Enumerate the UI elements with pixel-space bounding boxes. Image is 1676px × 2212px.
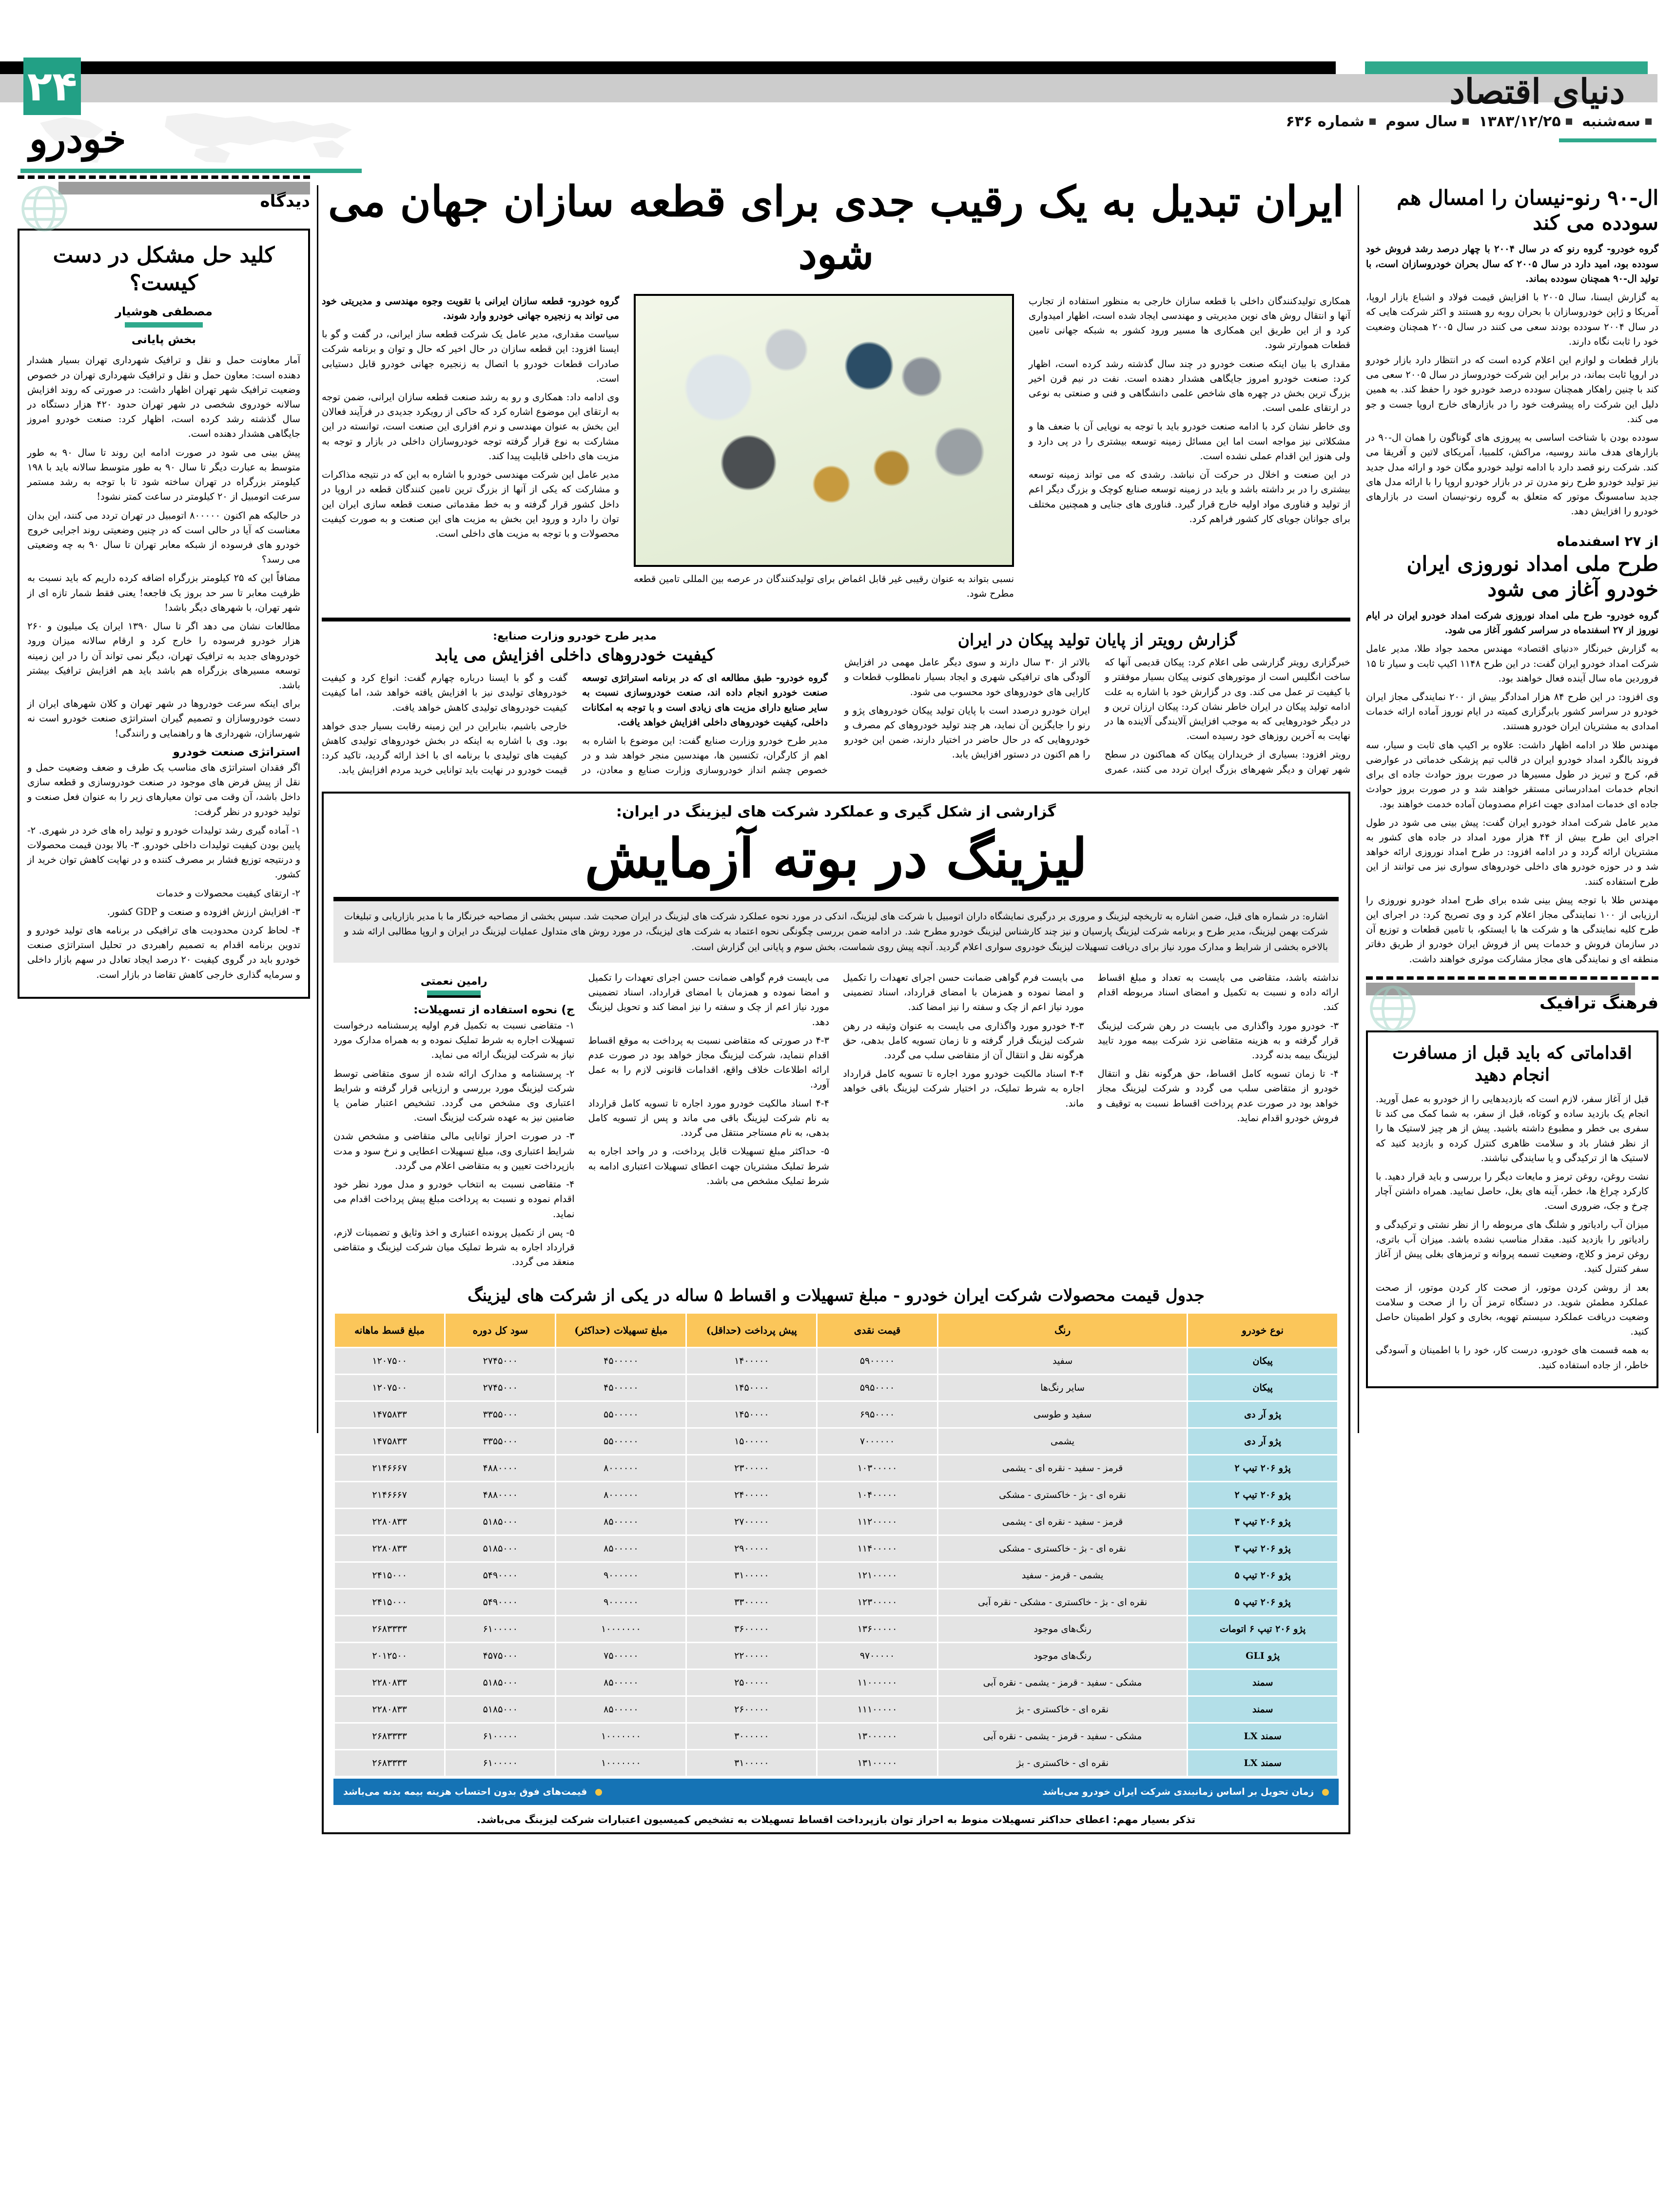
cell-value: ۵۱۸۵۰۰۰ bbox=[446, 1509, 555, 1534]
cell-value: ۴۸۸۰۰۰۰ bbox=[446, 1482, 555, 1508]
price-table-body bbox=[335, 1348, 1337, 1776]
cell-value: ۲۴۰۰۰۰۰ bbox=[687, 1482, 816, 1508]
table-row bbox=[335, 1348, 1337, 1374]
table-row bbox=[335, 1697, 1337, 1722]
top-rule-black bbox=[0, 61, 1336, 74]
viewpoint-author: مصطفی هوشیار bbox=[115, 305, 213, 319]
cell-value: ۶۱۰۰۰۰۰ bbox=[446, 1724, 555, 1749]
paragraph: ۴-۳ در صورتی که متقاضی نسبت به پرداخت به موقع اقساط اقدام ننماید، شرکت لیزینگ مجاز خواهد بود در صورت عدم ارائه اطلاعات خلاف واقع، اقدامات قانونی لازم را به عمل آورد. bbox=[588, 1034, 829, 1090]
leasing-author-rule bbox=[427, 990, 481, 998]
cell-value: ۱۱۱۰۰۰۰۰ bbox=[818, 1697, 937, 1722]
cell-value: ۲۱۴۶۶۶۷ bbox=[335, 1455, 444, 1481]
cell-value: ۴۸۸۰۰۰۰ bbox=[446, 1455, 555, 1481]
cell-value: ۱۳۶۰۰۰۰۰ bbox=[818, 1616, 937, 1642]
paragraph: ۴- متقاضی نسبت به انتخاب خودرو و مدل مورد نظر خود اقدام نموده و نسبت به پرداخت مبلغ پیش پرداخت اقدام می نماید. bbox=[333, 1179, 575, 1220]
paragraph: مدیر عامل این شرکت مهندسی خودرو با اشاره به این که در نتیجه مذاکرات و مشارکت که یکی از آنها از بزرگ ترین تامین کنندگان قطعه در اروپا در داخل کشور قرار گرفته و به خط مقدماتی صنعت قطعه سازی ایران این توان را دارد و ورود این بخش به مزیت های این صنعت و به صورت کیفیت محصولات و با توجه به مزیت های داخلی است. bbox=[322, 469, 619, 539]
paragraph: سیاست مقداری، مدیر عامل یک شرکت قطعه ساز ایرانی، در گفت و گو با ایسنا افزود: این قطعه سازان در حال اخیر که حال و توان و برنامه شرکت صادرات قطعات خودرو با اتصال به زنجیره جهانی خودرو قابل دستیابی است. bbox=[322, 329, 619, 384]
cell-model: پژو آر دی bbox=[1188, 1429, 1337, 1454]
cell-value: نقره ای - بژ - خاکستری - مشکی bbox=[938, 1536, 1187, 1561]
cell-value: ۵۵۰۰۰۰۰ bbox=[556, 1429, 685, 1454]
cell-value: ۲۷۴۵۰۰۰ bbox=[446, 1375, 555, 1400]
cell-value: ۲۲۸۰۸۳۳ bbox=[335, 1509, 444, 1534]
cell-value: ۱۴۰۰۰۰۰ bbox=[687, 1348, 816, 1374]
main-headline: ایران تبدیل به یک رقیب جدی برای قطعه سازان جهان می شود bbox=[328, 177, 1345, 279]
col-header-color: رنگ bbox=[938, 1314, 1187, 1347]
cell-value: ۵۱۸۵۰۰۰ bbox=[446, 1670, 555, 1695]
cell-model: سمند LX bbox=[1188, 1724, 1337, 1749]
cell-value: ۲۶۸۳۳۳۳ bbox=[335, 1724, 444, 1749]
leasing-col-a bbox=[1098, 970, 1339, 1129]
table-row bbox=[335, 1670, 1337, 1695]
table-row bbox=[335, 1750, 1337, 1776]
paragraph: ۴- تا زمان تسویه کامل اقساط، حق هرگونه نقل و انتقال خودرو از متقاضی سلب می گردد و شرکت لیزینگ مجاز خواهد بود در صورت عدم پرداخت اقساط نسبت به توقیف و فروش خودرو اقدام نماید. bbox=[1097, 1068, 1339, 1124]
cell-value: ۲۵۰۰۰۰۰ bbox=[687, 1670, 816, 1695]
paragraph: ایران خودرو درصدد است با پایان تولید پیکان خودروهای پژو و رنو را جایگزین آن نماید، هر چند تولید خودروهای کم مصرف و خودروهایی که در حال حاضر در اختیار دارند، ضمن این خودرو را هم اکنون در دستور افزایش یابد. bbox=[844, 704, 1090, 760]
renault-article bbox=[1366, 185, 1658, 519]
dateline-weekday: سه‌شنبه bbox=[1582, 113, 1640, 130]
cell-value: نقره ای - بژ - خاکستری - مشکی bbox=[938, 1482, 1187, 1508]
cell-model: سمند bbox=[1188, 1697, 1337, 1722]
bullet-dot-icon bbox=[1322, 1789, 1329, 1796]
cell-value: ۲۴۱۵۰۰۰ bbox=[335, 1590, 444, 1615]
cell-value: ۱۳۱۰۰۰۰۰ bbox=[818, 1750, 937, 1776]
cell-value: ۸۵۰۰۰۰۰ bbox=[556, 1697, 685, 1722]
paragraph: گروه خودرو- طرح ملی امداد نوروزی شرکت امداد خودرو ایران در ایام نوروز از ۲۷ اسفندماه در سراسر کشور آغاز می شود. bbox=[1366, 609, 1658, 636]
paragraph: مدیر عامل شرکت امداد خودرو ایران گفت: پیش بینی می شود در طول اجرای این طرح بیش از ۴۴ هزار مورد امداد در جاده های کشور به مشتریان ارائه گردد و در ادامه افزود: در طرح امداد نوروزی ارائه خواهد شد و در حوزه خودرو های داخلی خودروهای سواری نیز می توانند از این طرح استفاده کنند. bbox=[1366, 816, 1658, 887]
note-left-wrap bbox=[1042, 1786, 1329, 1797]
cell-model: پژو ۲۰۶ تیپ ۵ bbox=[1188, 1563, 1337, 1588]
paragraph: ۱- آماده گیری رشد تولیدات خودرو و تولید راه های خرد در شهری. ۲- پایین بودن کیفیت تولیدات داخلی خودرو. ۳- بالا بودن قیمت محصولات و درنتیجه توزیع فشار بر مصرف کننده و در نهایت کاهش توان خرید از کشور. bbox=[27, 824, 300, 880]
paragraph: ۴-۴ اسناد مالکیت خودرو مورد اجاره تا تسویه کامل قرارداد به نام شرکت لیزینگ باقی می ماند و پس از تسویه کامل بدهی، به نام مستاجر منتقل می گردد. bbox=[588, 1097, 829, 1139]
table-row bbox=[335, 1563, 1337, 1588]
paragraph: مهندس طلا در ادامه اظهار داشت: علاوه بر اکیپ های ثابت و سیار، سه فروند بالگرد امداد خودرو ایران در قالب تیم پزشکی خدماتی در عوارضی قم، کرج و تبریز در طول مسیرها در صورت بروز حوادث جاده ای برای انجام خدمات امدادرسانی مستقر خواهند شد و در صورت بروز حوادث جاده ای خدمات امدادی جهت اعزام مصدومان آماده خدمت خواهند بود. bbox=[1366, 739, 1658, 810]
paragraph: مقداری با بیان اینکه صنعت خودرو در چند سال گذشته رشد کرده است، اظهار کرد: صنعت خودرو امروز جایگاهی هشدار دهنده است. نفت در نیم قرن اخیر بزرگ ترین بخش در چهره های شاخص علمی دانشگاهی و فنی و صنعتی به نوعی در ارتقای علمی است. bbox=[1029, 358, 1350, 414]
main-story-area bbox=[322, 175, 1350, 1834]
paragraph: ۵- حداکثر مبلغ تسهیلات قابل پرداخت، و در واحد اجاره به شرط تملیک مشتریان جهت اعطای تسهیلات اعتباری ادامه به شرط تملیک مشخص می باشد. bbox=[588, 1145, 829, 1186]
viewpoint-title: کلید حل مشکل در دست کیست؟ bbox=[53, 243, 275, 296]
cell-value: ۱۵۰۰۰۰۰ bbox=[687, 1429, 816, 1454]
cell-value: سفید bbox=[938, 1348, 1187, 1374]
cell-value: ۵۴۹۰۰۰۰ bbox=[446, 1563, 555, 1588]
column-divider-left bbox=[317, 185, 318, 1433]
cell-value: ۸۵۰۰۰۰۰ bbox=[556, 1670, 685, 1695]
paragraph: ۳- خودرو مورد واگذاری می بایست در رهن شرکت لیزینگ قرار گرفته و به هزینه متقاضی نزد شرکت بیمه مورد تایید لیزینگ بیمه بدنه گردد. bbox=[1097, 1020, 1339, 1061]
cell-value: ۲۱۴۶۶۶۷ bbox=[335, 1482, 444, 1508]
quality-article-title: کیفیت خودروهای داخلی افزایش می یابد bbox=[435, 645, 715, 665]
paragraph: ۲- پرسشنامه و مدارک ارائه شده از سوی متقاضی توسط شرکت لیزینگ مورد بررسی و ارزیابی قرار گرفته و شرایط اعتباری وی مشخص می گردد. تشخیص اعتبار ضامن یا ضامنین نیز به عهده شرکت لیزینگ است. bbox=[333, 1067, 575, 1124]
paragraph: ۴-۴ اسناد مالکیت خودرو مورد اجاره تا تسویه کامل قرارداد اجاره به شرط تملیک، در اختیار شرکت لیزینگ باقی خواهد ماند. bbox=[843, 1068, 1084, 1109]
table-row bbox=[335, 1590, 1337, 1615]
cell-model: پژو ۲۰۶ تیپ ۲ bbox=[1188, 1482, 1337, 1508]
cell-value: ۶۱۰۰۰۰۰ bbox=[446, 1750, 555, 1776]
paragraph: نشت روغن، روغن ترمز و مایعات دیگر را بررسی و باید قرار دهید. با کارکرد چراغ ها، خطر، آینه های بغل، حاصل نمایید. همراه داشتن آچار چرخ و جک، ضروری است. bbox=[1376, 1171, 1649, 1212]
main-left-text bbox=[1029, 294, 1350, 530]
price-table bbox=[333, 1312, 1339, 1777]
cell-value: ۵۱۸۵۰۰۰ bbox=[446, 1536, 555, 1561]
note-right-wrap bbox=[343, 1786, 602, 1797]
table-header-row bbox=[335, 1314, 1337, 1347]
paragraph: به همه قسمت های خودرو، درست کار، خود را با اطمینان و آسودگی خاطر، از جاده استفاده کنید. bbox=[1376, 1344, 1649, 1371]
table-row bbox=[335, 1536, 1337, 1561]
paragraph: پیش بینی می شود در صورت ادامه این روند تا سال ۹۰ به طور متوسط به عبارت دیگر تا سال ۹۰ به طور متوسط سالانه باید با ۱۹۸ کیلومتر بزرگراه در تهران ساخته شود تا با توجه به رشد مستمر سرعت اتومبیل از ۲۰ کیلومتر در ساعت کمتر نشود! bbox=[27, 446, 301, 503]
paragraph: وی ادامه داد: همکاری و رو به رشد صنعت قطعه سازان ایرانی، ضمن توجه به ارتقای این موضوع اشاره کرد که حاکی از رویکرد جدیدی در فرآیند فعالان این بخش به عنوان مهندسی و نرم افزاری این صنعت است، توانسته در این مشارکت به نوع قرار گرفته توجه خودروسازان داخلی در بازار و توجه به مزیت های داخلی قابلیت پیدا کند. bbox=[322, 391, 619, 462]
dateline-rule bbox=[1559, 138, 1657, 142]
price-table-notes bbox=[333, 1779, 1339, 1805]
paragraph: مدیر طرح خودرو وزارت صنایع گفت: این موضوع با اشاره به اهم از کارگران، تکنسین ها، مهندسین منجر خواهد شد و در خصوص چشم انداز خودروسازی وزارت صنایع و معادن، در گفت و گو با ایسنا درباره چهارم گفت: انواع کرد و کیفیت خودروهای تولیدی نیز با افزایش یافته خواهد شد، اما کیفیت کیفیت خودروهای تولیدی کاهش خواهد یافت. bbox=[322, 672, 828, 776]
cell-value: ۲۲۰۰۰۰۰ bbox=[687, 1643, 816, 1669]
cell-value: ۹۷۰۰۰۰۰ bbox=[818, 1643, 937, 1669]
paragraph: به گزارش خبرنگار «دنیای اقتصاد» مهندس محمد جواد طلا، مدیر عامل شرکت امداد خودرو ایران گفت: در این طرح ۱۱۴۸ اکیپ ثابت و سیار تا ۱۵ فروردین ماه سال آینده فعال خواهند بود. bbox=[1366, 643, 1658, 684]
paragraph: ۴- لحاظ کردن محدودیت های ترافیکی در برنامه های تولید خودرو و تدوین برنامه اقدام به تصمیم راهبردی در تحلیل استراتژی صنعت خودرو باید در گروی کیفیت ۲۰ درصد ایجاد تعادل در سهم بازار داخلی و سرمایه گذاری خارجی کاهش تقاضا در بازار است. bbox=[27, 925, 300, 980]
traffic-divider bbox=[1366, 976, 1658, 980]
table-row bbox=[335, 1724, 1337, 1749]
cell-value: رنگ‌های موجود bbox=[938, 1616, 1187, 1642]
paragraph: ۳- در صورت احراز توانایی مالی متقاضی و مشخص شدن شرایط اعتباری وی، مبلغ تسهیلات اعطایی و نرخ سود و مدت بازپرداخت تعیین و به متقاضی اعلام می گردد. bbox=[333, 1130, 575, 1171]
cell-model: پژو ۲۰۶ تیپ ۳ bbox=[1188, 1509, 1337, 1534]
globe-icon bbox=[1366, 982, 1420, 1035]
table-row bbox=[335, 1643, 1337, 1669]
cell-value: ۸۵۰۰۰۰۰ bbox=[556, 1536, 685, 1561]
nowruz-aid-article bbox=[1366, 533, 1658, 967]
cell-model: پیکان bbox=[1188, 1348, 1337, 1374]
leasing-feature bbox=[322, 792, 1350, 1835]
cell-value: ۱۰۴۰۰۰۰۰ bbox=[818, 1482, 937, 1508]
cell-value: ۲۶۸۳۳۳۳ bbox=[335, 1750, 444, 1776]
cell-value: ۳۱۰۰۰۰۰ bbox=[687, 1563, 816, 1588]
cell-value: ۴۵۷۵۰۰۰ bbox=[446, 1643, 555, 1669]
cell-value: ۳۶۰۰۰۰۰ bbox=[687, 1616, 816, 1642]
cell-value: ۱۱۴۰۰۰۰۰ bbox=[818, 1536, 937, 1561]
cell-value: یشمی - قرمز - سفید bbox=[938, 1563, 1187, 1588]
cell-value: ۱۱۲۰۰۰۰۰ bbox=[818, 1509, 937, 1534]
cell-model: سمند bbox=[1188, 1670, 1337, 1695]
page-number: ۲۴ bbox=[27, 62, 78, 110]
paragraph: ۲- ارتقای کیفیت محصولات و خدمات bbox=[156, 887, 300, 899]
table-row bbox=[335, 1455, 1337, 1481]
paragraph: میزان آب رادیاتور و شلنگ های مربوطه را از نظر نشتی و ترکیدگی و رادیاتور را بازدید کنید. مقدار مناسب نشده باشد. میزان آب باتری، روغن ترمز و کلاچ، وضعیت تسمه پروانه و ترمزهای بغلی پیش از آغاز سفر کنترل کنید. bbox=[1376, 1219, 1649, 1275]
paragraph: ۱- متقاضی نسبت به تکمیل فرم اولیه پرسشنامه درخواست تسهیلات اجاره به شرط تملیک نموده و به همراه مدارک مورد نیاز به شرکت لیزینگ ارائه می نماید. bbox=[333, 1019, 575, 1061]
cell-value: ۶۱۰۰۰۰۰ bbox=[446, 1616, 555, 1642]
cell-value: ۳۳۰۰۰۰۰ bbox=[687, 1590, 816, 1615]
viewpoint-article bbox=[18, 229, 310, 999]
table-row bbox=[335, 1402, 1337, 1427]
right-column bbox=[1366, 185, 1658, 1388]
cell-value: ۹۰۰۰۰۰۰ bbox=[556, 1563, 685, 1588]
page-number-badge bbox=[23, 58, 81, 115]
cell-value: ۴۵۰۰۰۰۰ bbox=[556, 1375, 685, 1400]
cell-value: ۳۱۰۰۰۰۰ bbox=[687, 1750, 816, 1776]
cell-value: ۱۴۵۰۰۰۰ bbox=[687, 1375, 816, 1400]
paragraph: مضافاً این که ۲۵ کیلومتر بزرگراه اضافه کرده داریم که باید نسبت به ظرفیت معابر تا سر حد بروز یک فاجعه! یعنی فقط شمار تازه ای از شهر تهران، با شهرهای دیگر باشد! bbox=[27, 572, 300, 613]
cell-value: ۱۰۰۰۰۰۰۰ bbox=[556, 1750, 685, 1776]
cell-value: ۱۰۰۰۰۰۰۰ bbox=[556, 1724, 685, 1749]
cell-value: ۳۳۵۵۰۰۰ bbox=[446, 1429, 555, 1454]
section-header bbox=[20, 108, 371, 167]
quality-article bbox=[322, 630, 828, 780]
globe-icon bbox=[18, 182, 71, 235]
dateline bbox=[1286, 113, 1657, 130]
cell-value: یشمی bbox=[938, 1429, 1187, 1454]
cell-value: ۵۱۸۵۰۰۰ bbox=[446, 1697, 555, 1722]
cell-model: پژو آر دی bbox=[1188, 1402, 1337, 1427]
paragraph: نداشته باشد، متقاضی می بایست به تعداد و مبلغ اقساط ارائه داده و نسبت به تکمیل و امضای اسناد مربوطه اقدام کند. bbox=[1097, 971, 1339, 1013]
cell-value: رنگ‌های موجود bbox=[938, 1643, 1187, 1669]
traffic-culture-article bbox=[1366, 1030, 1658, 1388]
col-header-model: نوع خودرو bbox=[1188, 1314, 1337, 1347]
cell-value: ۲۹۰۰۰۰۰ bbox=[687, 1536, 816, 1561]
cell-value: ۱۴۵۰۰۰۰ bbox=[687, 1402, 816, 1427]
col-header-profit: سود کل دوره bbox=[446, 1314, 555, 1347]
cell-value: ۳۳۵۵۰۰۰ bbox=[446, 1402, 555, 1427]
paragraph: خبرگزاری رویتر گزارشی طی اعلام کرد: پیکان قدیمی آنها که ساخت انگلیس است از موتورهای کنونی پیکان بسیار موفقتر و با کیفیت تر عمل می کند. وی در گزارش خود با اشاره به علت ادامه تولید پیکان در ایران خاطر نشان کرد: پیکان ارزان ترین و در دیگر خودروهایی که به موجب افزایش آلایندگی آلاینده ها در نهایت به آخرین روزهای خود رسیده است. bbox=[1105, 657, 1350, 742]
cell-value: ۲۴۱۵۰۰۰ bbox=[335, 1563, 444, 1588]
price-table-title: جدول قیمت محصولات شرکت ایران خودرو - مبلغ تسهیلات و اقساط ۵ ساله در یکی از شرکت های لیزینگ bbox=[468, 1286, 1205, 1306]
paragraph: مهندس طلا با توجه پیش بینی شده برای طرح امداد خودرو نوروزی را ارزیابی از ۱۰۰ نمایندگی مجاز اعلام کرد و وی تصریح کرد: در اجرای این طرح کلیه نمایندگی ها و شرکت ها با ایستکو، با تامین قطعات و توزیع آن در سازمان فروش و خدمات پس از فروش ایران خودرو از طریق دفاتر منطقه ای و نمایندگی های مجاز مشارکت موثری خواهند داشت. bbox=[1366, 894, 1658, 965]
main-right-text bbox=[322, 294, 619, 545]
paper-logo: دنیای اقتصاد bbox=[1449, 71, 1625, 112]
table-note-left: زمان تحویل بر اساس زمانبندی شرکت ایران خودرو می‌باشد bbox=[1042, 1786, 1314, 1798]
leasing-title: لیزینگ در بوته آزمایش bbox=[585, 826, 1088, 890]
cell-value: ۱۲۰۷۵۰۰ bbox=[335, 1375, 444, 1400]
paragraph: رویتر افزود: بسیاری از خریداران پیکان که هماکنون در سطح شهر تهران و دیگر شهرهای بزرگ ایران تردد می کنند، عمری بالاتر از ۳۰ سال دارند و سوی دیگر عامل مهمی در افزایش آلودگی های ترافیکی شهری و ایجاد بسیار نامطلوب قطعات و کارایی های خودروهای خود محسوب می شود. bbox=[844, 657, 1350, 775]
paragraph: وی افزود: در این طرح ۸۴ هزار امدادگر بیش از ۲۰۰ نمایندگی مجاز ایران خودرو در سراسر کشور بابرگزاری کمیته در ایام نوروز آماده ارائه خدمات امدادی به مشتریان ایران خودرو هستند. bbox=[1366, 691, 1659, 732]
nowruz-article-kicker: از ۲۷ اسفندماه bbox=[1557, 533, 1658, 550]
leasing-abstract: اشاره: در شماره های قبل، ضمن اشاره به تاریخچه لیزینگ و مروری بر درگیری نمایشگاه داران اتومبیل با شرکت های لیزینگ، اندکی در مورد نحوه عملکرد شرکت های لیزینگ در ایران صحبت شد. سپس بخشی از مصاحبه خبرنگار ما با مدیر بازاریابی و تبلیغات شرکت بهمن لیزینگ، مدیر طرح و برنامه شرکت لیزینگ پارسیان و نیز چند کارشناس لیزینگ خودرو مطرح شد. در ادامه ضمن بررسی چگونگی نحوه اعتماد به شرکت های لیزینگ، در مورد روش های متداول عملیات لیزینگ در ایران و اروپا مطالبی ارائه شد و بالاخره بخشی از شرایط و مدارک مورد نیاز برای دریافت تسهیلات لیزینگ خودروی سواری اعلام گردید. آنچه پیش روی شماست، بخش سوم و پایانی این گزارش است. bbox=[333, 897, 1339, 963]
table-row bbox=[335, 1616, 1337, 1642]
traffic-section-label: فرهنگ ترافیک bbox=[1539, 993, 1658, 1013]
cell-value: ۱۱۰۰۰۰۰۰ bbox=[818, 1670, 937, 1695]
leasing-col-c bbox=[333, 970, 575, 1274]
cell-value: نقره ای - خاکستری - بژ bbox=[938, 1697, 1187, 1722]
cell-value: ۱۰۰۰۰۰۰۰ bbox=[556, 1616, 685, 1642]
col-header-monthly: مبلغ قسط ماهانه bbox=[335, 1314, 444, 1347]
bullet-dot-icon bbox=[595, 1789, 602, 1796]
cell-value: ۱۲۰۷۵۰۰ bbox=[335, 1348, 444, 1374]
cell-model: پژو ۲۰۶ تیپ ۲ bbox=[1188, 1455, 1337, 1481]
cell-value: ۶۹۵۰۰۰۰ bbox=[818, 1402, 937, 1427]
paragraph: برای اینکه سرعت خودروها در شهر تهران و کلان شهرهای ایران از دست خودروسازان و تصمیم گیران استراتژی صنعت خودرو است نه شهرسازان، شهرداری ها و راهنمایی و رانندگی! bbox=[27, 698, 300, 739]
viewpoint-subhead: استراتژی صنعت خودرو bbox=[173, 745, 300, 758]
cell-model: سمند LX bbox=[1188, 1750, 1337, 1776]
col-header-cash: قیمت نقدی bbox=[818, 1314, 937, 1347]
cell-model: پژو GLI bbox=[1188, 1643, 1337, 1669]
traffic-article-title: اقداماتی که باید قبل از مسافرت انجام دهید bbox=[1392, 1042, 1632, 1085]
cell-value: ۲۳۰۰۰۰۰ bbox=[687, 1455, 816, 1481]
quality-article-kicker: مدیر طرح خودرو وزارت صنایع: bbox=[493, 630, 657, 643]
col-header-facility: مبلغ تسهیلات (حداکثر) bbox=[556, 1314, 685, 1347]
cell-value: سفید و طوسی bbox=[938, 1402, 1187, 1427]
cell-value: ۵۹۰۰۰۰۰ bbox=[818, 1348, 937, 1374]
table-row bbox=[335, 1375, 1337, 1400]
table-note-right: قیمت‌های فوق بدون احتساب هزینه بیمه بدنه می‌باشد bbox=[343, 1786, 587, 1798]
reuters-peykan-article bbox=[844, 630, 1350, 777]
auto-parts-photo bbox=[634, 294, 1014, 567]
paragraph: بعد از روشن کردن موتور، از صحت کار کردن موتور، از صحت عملکرد مطمئن شوید. در دستگاه ترمز آن را از صحت و سلامت وضعیت دریافت عملکرد سیستم تهویه، بخاری و کولر اطمینان حاصل کنید. bbox=[1376, 1281, 1649, 1338]
cell-value: مشکی - سفید - قرمز - یشمی - نقره آبی bbox=[938, 1724, 1187, 1749]
paragraph: قبل از آغاز سفر، لازم است که بازدیدهایی را از خودرو به عمل آورید. انجام یک بازدید ساده و کوتاه، قبل از سفر، به شما کمک می کند تا سفری بی خطر و مطبوع داشته باشید. پیش از هر چیز لاستیک ها را از نظر فشار باد و سلامت ظاهری کنترل کرده و بازدید کنید که لاستیک ها از ترکیدگی و یا سایندگی نباشند. bbox=[1376, 1093, 1649, 1164]
paragraph: ۴-۳ خودرو مورد واگذاری می بایست به عنوان وثیقه در رهن شرکت لیزینگ قرار گرفته و تا زمان تسویه کامل بدهی، حق هرگونه نقل و انتقال آن از متقاضی سلب می گردد. bbox=[843, 1020, 1084, 1061]
cell-value: ۲۲۸۰۸۳۳ bbox=[335, 1536, 444, 1561]
cell-value: ۳۰۰۰۰۰۰ bbox=[687, 1724, 816, 1749]
dateline-issue: شماره ۶۳۶ bbox=[1286, 113, 1364, 130]
leasing-author: رامین نعمتی bbox=[420, 975, 487, 988]
paragraph: به گزارش ایسنا، سال ۲۰۰۵ با افزایش قیمت فولاد و اشباع بازار اروپا، آمریکا و ژاپن خودروسازان با بحران روبه رو هستند و اکثر شرکت هایی که در سال ۲۰۰۴ سودده بودند سعی می کنند در سال ۲۰۰۵ همچنان وضعیت خود را ثابت نگاه دارند. bbox=[1366, 291, 1659, 347]
paragraph: می بایست فرم گواهی ضمانت حسن اجرای تعهدات را تکمیل و امضا نموده و همزمان با امضای قرارداد، اسناد تضمینی مورد نیاز اعم از چک و سفته را نیز امضا کند و تحویل لیزینگ دهد. bbox=[588, 971, 829, 1028]
table-row bbox=[335, 1429, 1337, 1454]
cell-value: ۵۹۵۰۰۰۰ bbox=[818, 1375, 937, 1400]
viewpoint-column bbox=[18, 175, 310, 999]
col-header-prepay: پیش پرداخت (حداقل) bbox=[687, 1314, 816, 1347]
paragraph: گروه خودرو- طبق مطالعه ای که در برنامه استراتژی توسعه صنعت خودرو انجام داده اند، صنعت خودروسازی نسبت به سایر صنایع دارای مزیت های زیادی است و با توجه به امکانات داخلی، کیفیت خودروهای داخلی افزایش خواهد یافت. bbox=[582, 672, 828, 728]
masthead-grey-band bbox=[0, 74, 1657, 102]
paragraph: ۵- پس از تکمیل پرونده اعتباری و اخذ وثایق و تضمینات لازم، قرارداد اجاره به شرط تملیک میان شرکت لیزینگ و متقاضی منعقد می گردد. bbox=[333, 1226, 575, 1268]
cell-value: ۱۴۷۵۸۳۳ bbox=[335, 1429, 444, 1454]
cell-value: ۵۴۹۰۰۰۰ bbox=[446, 1590, 555, 1615]
renault-article-title: ال-۹۰ رنو-نیسان را امسال هم سودده می کند bbox=[1397, 186, 1658, 235]
paragraph: گروه خودرو- قطعه سازان ایرانی با تقویت وجوه مهندسی و مدیریتی خود می تواند به زنجیره جهانی خودرو وارد شوند. bbox=[322, 295, 619, 321]
cell-value: ۲۶۸۳۳۳۳ bbox=[335, 1616, 444, 1642]
cell-value: ۵۵۰۰۰۰۰ bbox=[556, 1402, 685, 1427]
cell-value: ۱۲۱۰۰۰۰۰ bbox=[818, 1563, 937, 1588]
dateline-year: سال سوم bbox=[1385, 113, 1458, 130]
paragraph: می بایست فرم گواهی ضمانت حسن اجرای تعهدات را تکمیل و امضا نموده و همزمان با امضای قرارداد، اسناد تضمینی مورد نیاز اعم از چک و سفته را نیز امضا کند. bbox=[843, 971, 1084, 1013]
photo-caption: نسبی بتواند به عنوان رقیبی غیر قابل اغماض برای تولیدکنندگان در عرصه بین المللی تامین قطعه مطرح شود. bbox=[634, 573, 1014, 599]
cell-value: مشکی - سفید - قرمز - یشمی - نقره آبی bbox=[938, 1670, 1187, 1695]
leasing-kicker: گزارشی از شکل گیری و عملکرد شرکت های لیزینگ در ایران: bbox=[616, 803, 1056, 820]
section-title: خودرو bbox=[29, 117, 126, 161]
table-row bbox=[335, 1482, 1337, 1508]
leasing-col-b bbox=[843, 970, 1084, 1115]
cell-value: قرمز - سفید - نقره ای - یشمی bbox=[938, 1455, 1187, 1481]
dateline-date: ۱۳۸۳/۱۲/۲۵ bbox=[1479, 113, 1561, 130]
cell-value: ۱۰۳۰۰۰۰۰ bbox=[818, 1455, 937, 1481]
leasing-body bbox=[333, 970, 1339, 1274]
cell-value: ۲۲۸۰۸۳۳ bbox=[335, 1670, 444, 1695]
mid-section-rule bbox=[322, 618, 1350, 621]
cell-value: سایر رنگ‌ها bbox=[938, 1375, 1187, 1400]
paragraph: گروه خودرو- گروه رنو که در سال ۲۰۰۴ با چهار درصد رشد فروش خود سودده بود، امید دارد در سال ۲۰۰۵ که سال بحران خودروسازان است، با تولید ال-۹۰ همچنان سودده بماند. bbox=[1366, 243, 1658, 284]
cell-value: ۲۰۱۲۵۰۰ bbox=[335, 1643, 444, 1669]
paragraph: خارجی باشیم، بنابراین در این زمینه رقابت بسیار جدی خواهد بود. وی با اشاره به اینکه در بخش خودروهای تولیدی کاهش کیفیت های تولیدی با برنامه ای با اخذ ارائه گردید، تاکید کرد: قیمت خودرو در نهایت باید توانایی خرید مردم افزایش یابد. bbox=[322, 720, 567, 776]
cell-value: ۱۲۳۰۰۰۰۰ bbox=[818, 1590, 937, 1615]
cell-model: پیکان bbox=[1188, 1375, 1337, 1400]
byline-rule bbox=[125, 322, 203, 328]
table-row bbox=[335, 1509, 1337, 1534]
leasing-col-d bbox=[588, 970, 830, 1192]
viewpoint-part-label: بخش پایانی bbox=[131, 333, 196, 347]
paragraph: ۳- افزایش ارزش افزوده و صنعت و GDP کشور. bbox=[107, 906, 300, 917]
column-divider-right bbox=[1358, 185, 1359, 1433]
cell-value: ۲۲۸۰۸۳۳ bbox=[335, 1697, 444, 1722]
cell-value: ۱۴۷۵۸۳۳ bbox=[335, 1402, 444, 1427]
nowruz-article-title: طرح ملی امداد نوروزی ایران خودرو آغاز می شود bbox=[1406, 552, 1658, 601]
paragraph: وی خاطر نشان کرد با ادامه صنعت خودرو باید با توجه به نوپایی آن با ضعف ها و مشکلاتی نیز مواجه است اما این مسائل زمینه توسعه بیشتری را در پی دارد و ولی هنوز این اقدام عملی نشده است. bbox=[1029, 421, 1350, 462]
cell-value: ۸۰۰۰۰۰۰ bbox=[556, 1482, 685, 1508]
leasing-section-c-title: ج) نحوه استفاده از تسهیلات: bbox=[413, 1003, 575, 1016]
paragraph: مطالعات نشان می دهد اگر تا سال ۱۳۹۰ ایران یک میلیون و ۲۶۰ هزار خودرو فرسوده را خارج کرد و ارقام سالانه میزان ورود خودروهای جدید به ترافیک تهران، دیگر نمی تواند آن را در این زمینه توسعه مسیرهای بزرگراه هم باشد باید هم افزایش ترافیک بیشتر باشد. bbox=[27, 621, 300, 691]
cell-value: ۷۵۰۰۰۰۰ bbox=[556, 1643, 685, 1669]
cell-value: ۲۷۰۰۰۰۰ bbox=[687, 1509, 816, 1534]
cell-value: ۹۰۰۰۰۰۰ bbox=[556, 1590, 685, 1615]
cell-model: پژو ۲۰۶ تیپ ۳ bbox=[1188, 1536, 1337, 1561]
cell-value: ۸۵۰۰۰۰۰ bbox=[556, 1509, 685, 1534]
cell-value: قرمز - سفید - نقره ای - یشمی bbox=[938, 1509, 1187, 1534]
price-table-final-note: تذکر بسیار مهم: اعطای حداکثر تسهیلات منوط به احراز توان بازپرداخت اقساط تسهیلات به تشخیص کمیسیون اعتبارات شرکت لیزینگ می‌باشد. bbox=[476, 1814, 1196, 1826]
main-photo-block bbox=[634, 294, 1014, 567]
cell-value: ۴۵۰۰۰۰۰ bbox=[556, 1348, 685, 1374]
cell-value: ۸۰۰۰۰۰۰ bbox=[556, 1455, 685, 1481]
cell-value: نقره ای - خاکستری - بژ bbox=[938, 1750, 1187, 1776]
cell-value: ۲۷۴۵۰۰۰ bbox=[446, 1348, 555, 1374]
paragraph: آمار معاونت حمل و نقل و ترافیک شهرداری تهران بسیار هشدار دهنده است: معاون حمل و نقل و ترافیک شهرداری تهران در خصوص وضعیت ترافیک شهر تهران اظهار داشت: در صورتی که روند افزایش سالانه خودروی شخصی در شهر تهران حدود ۴۲۰ هزار دستگاه در سال گذشته رشد کرده است، اظهار کرد: صنعت خودرو امروز جایگاهی هشدار دهنده است. bbox=[27, 354, 300, 440]
paragraph: سودده بودن با شناخت اساسی به پیروزی های گوناگون را همان ال-۹۰ در بازارهای هدف مانند روسیه، مراکش، کلمبیا، آمریکای لاتین و آفریقا می کند. شرکت رنو قصد دارد با ادامه تولید خودرو مگان خود و ارائه مدل جدید نیز تولید خودرو طرح رنو مدرن تر در بازار خودرو اروپا را با ارائه مدل های جدید سامسونگ موتور که متعلق به گروه رنو-نیسان است در بازارهای خودرو را افزایش دهد. bbox=[1366, 432, 1658, 517]
section-underline bbox=[20, 169, 362, 173]
paragraph: همکاری تولیدکنندگان داخلی با قطعه سازان خارجی به منظور استفاده از تجارب آنها و انتقال روش های نوین مدیریتی و مهندسی ایجاد شده است، اظهار امیدواری کرد و از این طریق این همکاری ها مسیر ورود کشور به شبکه جهانی تامین قطعات هموارتر شود. bbox=[1029, 295, 1350, 351]
cell-value: نقره ای - بژ - خاکستری - مشکی - نقره آبی bbox=[938, 1590, 1187, 1615]
paragraph: اگر فقدان استراتژی های مناسب یک طرف و ضعف وضعیت حمل و نقل از پیش فرض های موجود در صنعت خودروسازی و قطعه سازی داخل باشد، آن وقت می توان معیارهای زیر را به عنوان فعل صنعت و تولید خودرو در نظر گرفت: bbox=[27, 761, 300, 817]
cell-value: ۱۳۰۰۰۰۰۰ bbox=[818, 1724, 937, 1749]
cell-model: پژو ۲۰۶ تیپ ۵ bbox=[1188, 1590, 1337, 1615]
top-rule-bar bbox=[0, 61, 1676, 74]
cell-value: ۲۶۰۰۰۰۰ bbox=[687, 1697, 816, 1722]
reuters-article-title: گزارش رویتر از پایان تولید پیکان در ایران bbox=[957, 630, 1237, 650]
mid-articles bbox=[322, 630, 1350, 780]
cell-value: ۷۰۰۰۰۰۰ bbox=[818, 1429, 937, 1454]
viewpoint-section-label: دیدگاه bbox=[260, 192, 310, 211]
paragraph: در این صنعت و اخلال در حرکت آن نباشد. رشدی که می تواند زمینه توسعه بیشتری را در بر داشته باشد و باید در زمینه توسعه صنایع کوچک و بزرگ دیگر اعم از تولید و فناوری مواد اولیه خارج قرار گیرد. فناوری های جنایی و همچنین مختلف برای جوانان جویای کار کشور فراهم کرد. bbox=[1029, 469, 1350, 524]
paragraph: در حالیکه هم اکنون ۸۰۰۰۰۰ اتومبیل در تهران تردد می کنند، این بدان معناست که آیا در حالی است که در چنین وضعیتی روند اجرایی خروج خودرو های فرسوده از شبکه معابر تهران تا سال ۹۰ به چه وضعیتی می رسد؟ bbox=[27, 509, 300, 565]
paragraph: بازار قطعات و لوازم این اعلام کرده است که در انتظار دارد بازار خودرو در اروپا ثابت بماند، در برابر این شرکت خودروساز در سال ۲۰۰۵ سعی می کند با چنین راهکار همچنان سودده درصد خودرو خود را حفظ کند. به همین دلیل این شرکت راه پیشرفت خود را در بازارهای خارج اروپا جست و جو می کند. bbox=[1366, 354, 1658, 425]
cell-model: پژو ۲۰۶ تیپ ۶ اتومات bbox=[1188, 1616, 1337, 1642]
